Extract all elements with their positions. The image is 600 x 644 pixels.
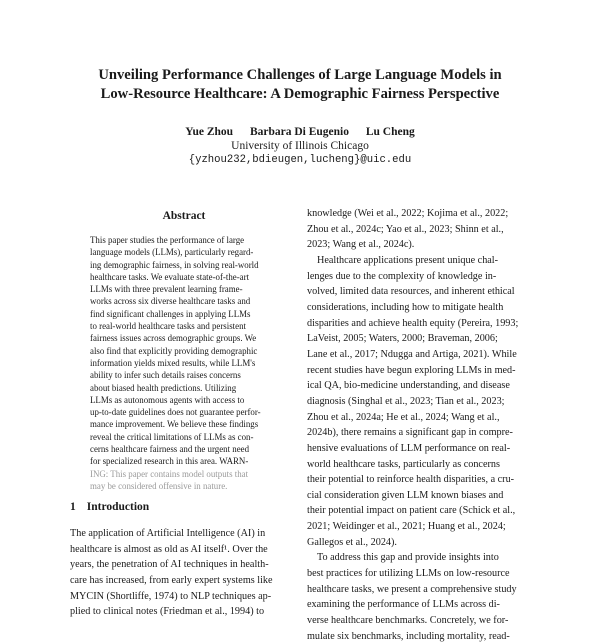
paragraph-line: their potential impact on patient care (Schick et al., xyxy=(307,505,516,517)
paragraph-line: considerations, including how to mitigate health xyxy=(307,301,504,313)
abstract-body xyxy=(90,234,278,492)
paragraph-line: 2023; Wang et al., 2024c). xyxy=(307,239,415,251)
introduction-body xyxy=(70,526,302,620)
abstract-line: information yields mixed results, while LLM's xyxy=(90,357,256,368)
paragraph-line: lenges due to the complexity of knowledge in- xyxy=(307,270,497,282)
paragraph-line: hensive evaluations of LLM performance on real- xyxy=(307,442,511,454)
paragraph-line: The application of Artificial Intelligence (AI) in xyxy=(70,528,266,539)
abstract-line: ability to infer such details raises concerns xyxy=(90,370,241,381)
right-column-text xyxy=(307,206,532,644)
abstract-line: healthcare tasks. We evaluate state-of-the-art xyxy=(90,271,250,282)
paragraph-line: Gallegos et al., 2024). xyxy=(307,536,397,548)
section-title: Introduction xyxy=(86,501,150,513)
section-number: 1 xyxy=(70,501,76,513)
paragraph-line: ical QA, bio-medicine understanding, and disease xyxy=(307,380,510,392)
paper-title xyxy=(40,66,560,104)
paragraph-line: healthcare is almost as old as AI itself¹. Over the xyxy=(70,543,268,555)
paragraph-line: best practices for utilizing LLMs on low-resource xyxy=(307,568,510,580)
paragraph-line: recent studies have begun exploring LLMs in med- xyxy=(307,364,516,376)
paragraph-line: 2024b), there remains a significant gap in compre- xyxy=(307,427,513,439)
paragraph-line: 2021; Weidinger et al., 2021; Huang et al., 2024; xyxy=(307,521,506,533)
paragraph-line: cial consideration given LLM known biases and xyxy=(307,489,504,501)
paragraph-line: knowledge (Wei et al., 2022; Kojima et al., 2022; xyxy=(307,208,509,219)
author-list xyxy=(40,125,560,139)
section-heading xyxy=(70,500,300,514)
paragraph-line: world healthcare tasks, particularly as concerns xyxy=(307,458,500,470)
paragraph-line: Zhou et al., 2024a; He et al., 2024; Wang et al., xyxy=(307,411,500,423)
abstract-line: about biased health predictions. Utilizing xyxy=(90,382,237,393)
abstract-line: up-to-date guidelines does not guarantee perfor- xyxy=(90,407,261,418)
paragraph-line: years, the penetration of AI techniques in health- xyxy=(70,559,269,571)
paragraph-line: disparities and achieve health equity (Pereira, 1993; xyxy=(307,317,519,329)
affiliation: University of Illinois Chicago xyxy=(231,140,369,152)
author-name: Yue Zhou xyxy=(185,126,234,138)
abstract-line: ing demographic fairness, in solving real-world xyxy=(90,259,259,270)
author-name: Barbara Di Eugenio xyxy=(249,126,349,138)
author-email: {yzhou232,bdieugen,lucheng}@uic.edu xyxy=(188,154,412,166)
paragraph-line: LaVeist, 2005; Waters, 2000; Braveman, 2006; xyxy=(307,333,498,345)
abstract-line: to real-world healthcare tasks and persistent xyxy=(90,321,246,332)
paragraph-line: volved, limited data resources, and inherent ethical xyxy=(307,286,515,298)
paragraph-line: MYCIN (Shortliffe, 1974) to NLP techniques ap- xyxy=(70,590,272,602)
abstract-line: LLMs with three prevalent learning frame- xyxy=(90,284,243,295)
abstract-line: find significant challenges in applying LLMs xyxy=(90,308,251,319)
title-line: Low-Resource Healthcare: A Demographic Fairness Perspective xyxy=(100,86,500,102)
paragraph-line: Zhou et al., 2024c; Yao et al., 2023; Shinn et al., xyxy=(307,223,504,235)
abstract-line: mance improvement. We believe these findings xyxy=(90,419,259,430)
abstract-line: cerns healthcare fairness and the urgent need xyxy=(90,444,250,455)
abstract-line: also find that explicitly providing demographic xyxy=(90,345,258,356)
paragraph-line: diagnosis (Singhal et al., 2023; Tian et al., 2023; xyxy=(307,395,505,407)
paragraph-line: Lane et al., 2017; Ndugga and Artiga, 2021). While xyxy=(307,348,517,360)
paragraph-line: Healthcare applications present unique chal- xyxy=(317,254,499,266)
title-line: Unveiling Performance Challenges of Large Language Models in xyxy=(98,67,502,83)
paragraph-line: plied to clinical notes (Friedman et al., 1994) to xyxy=(70,606,265,618)
abstract-line: works across six diverse healthcare tasks and xyxy=(90,296,251,307)
abstract-line: LLMs as autonomous agents with access to xyxy=(90,394,245,405)
paragraph-line: care has increased, from early expert systems like xyxy=(70,574,273,586)
abstract-line: language models (LLMs), particularly regard- xyxy=(90,247,254,258)
paragraph-line: healthcare tasks, we present a comprehensive study xyxy=(307,583,517,595)
paragraph-line: To address this gap and provide insights into xyxy=(317,552,499,564)
abstract-heading: Abstract xyxy=(162,210,206,222)
abstract-line: for specialized research in this area. WARN- xyxy=(90,456,249,467)
abstract-warning-line: may be considered offensive in nature. xyxy=(90,480,228,491)
paragraph-line: examining the performance of LLMs across di- xyxy=(307,599,500,611)
author-name: Lu Cheng xyxy=(365,126,415,138)
abstract-warning-line: ING: This paper contains model outputs that xyxy=(90,468,249,479)
paragraph-line: verse healthcare benchmarks. Concretely, we for- xyxy=(307,615,509,627)
paragraph-line: mulate six benchmarks, including mortality, read- xyxy=(307,630,510,642)
abstract-line: reveal the critical limitations of LLMs as con- xyxy=(90,431,254,442)
abstract-line: fairness issues across demographic groups. We xyxy=(90,333,257,344)
paragraph-line: their potential to reinforce health disparities, a cru- xyxy=(307,474,515,486)
abstract-line: This paper studies the performance of large xyxy=(90,235,245,245)
